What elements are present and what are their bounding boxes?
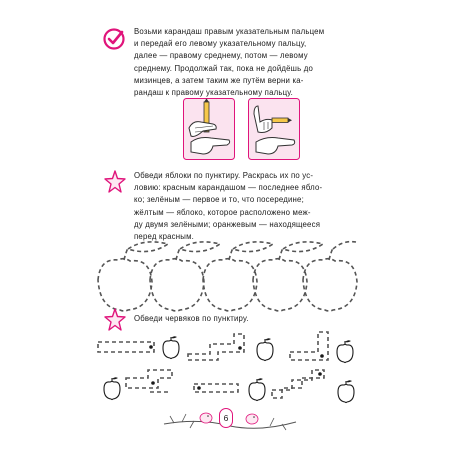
star-icon (103, 170, 127, 194)
apple-icon (337, 340, 353, 362)
dashed-worm (126, 370, 172, 388)
task3-line: Обведи червяков по пунктиру. (134, 314, 249, 323)
dashed-worm (98, 342, 154, 352)
dashed-worm (188, 334, 244, 360)
hands-illustration-left (183, 98, 235, 160)
worm-head-dot (318, 372, 322, 376)
task1-line: и передай его левому указательному пальцу, (134, 39, 307, 49)
dashed-apple (253, 242, 323, 311)
apple-icon (249, 378, 265, 400)
worm-head-dot (149, 345, 153, 349)
apple-icon (104, 377, 120, 399)
dashed-worm (272, 370, 324, 398)
dashed-apple (98, 242, 168, 311)
dashed-apple (303, 242, 357, 311)
apple-icon (338, 380, 354, 402)
checkmark-circle-icon (103, 28, 125, 50)
worm-head-dot (320, 354, 324, 358)
task1-line: Возьми карандаш правым указательным пальцем (134, 27, 325, 36)
task2-line: перед красным. (134, 232, 194, 242)
worms-tracing-area (0, 330, 450, 410)
task2-line: жёлтым — яблоко, которое расположено меж- (134, 207, 311, 217)
task1-line: далее — правому среднему, потом — левому (134, 51, 308, 61)
apple-icon (257, 338, 273, 360)
hands-illustration-right (248, 98, 300, 160)
task1-line: мизинцев, а затем таким же путём верни ка- (134, 75, 304, 85)
worm-head-dot (197, 386, 201, 390)
dashed-apple (203, 242, 273, 311)
page-number-badge (219, 408, 233, 428)
task2-line: ду двумя зелёными; оранжевым — находящееся (134, 219, 321, 229)
task1-instructions (134, 26, 358, 99)
task2-line: ловию: красным карандашом — последнее ябло- (134, 183, 323, 193)
task2-line: Обведи яблоки по пунктиру. Раскрась их по ус- (134, 171, 314, 180)
page-number: 6 (223, 413, 229, 423)
star-icon (103, 308, 127, 332)
task1-line: рандаш к правому указательному пальцу. (134, 88, 293, 98)
apple-icon (163, 336, 179, 358)
task3-instructions (134, 313, 362, 325)
worm-head-dot (151, 381, 155, 385)
worm-head-dot (238, 346, 242, 350)
task1-line: среднему. Продолжай так, пока не дойдёшь до (134, 63, 314, 73)
task2-line: ко; зелёным — первое и то, что посередине; (134, 195, 304, 205)
